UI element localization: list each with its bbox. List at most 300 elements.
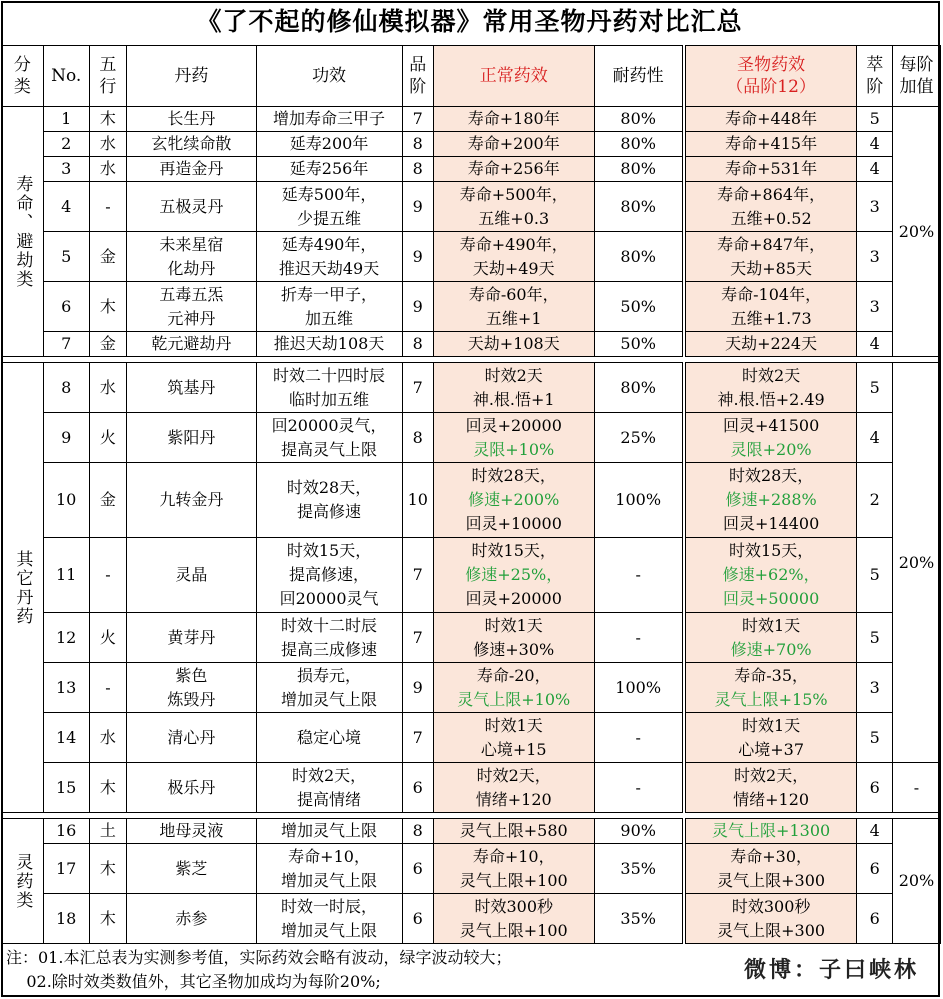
normal-effect-cell xyxy=(433,413,594,463)
normal-effect-cell xyxy=(433,107,594,132)
element-cell: 金 xyxy=(89,332,127,357)
holy-effect-line: 五维+1.73 xyxy=(730,308,812,328)
normal-effect-line: 时效15天， xyxy=(471,541,556,560)
normal-effect-cell xyxy=(433,132,594,157)
holy-effect-line: 时效2天， xyxy=(734,765,809,785)
holy-effect-cell xyxy=(684,182,857,232)
effect-cell xyxy=(256,613,402,663)
normal-effect-line: 寿命-60年， xyxy=(468,284,559,304)
holy-effect-cell xyxy=(684,463,857,538)
element-cell: 木 xyxy=(89,763,127,813)
table-row xyxy=(2,332,941,357)
refine-cell: 5 xyxy=(857,538,892,613)
normal-effect-line: 时效1天 xyxy=(484,615,543,635)
pill-name-line: 炼毁丹 xyxy=(167,689,216,709)
page-title: 《了不起的修仙模拟器》常用圣物丹药对比汇总 xyxy=(196,7,743,36)
normal-effect-line: 时效2天 xyxy=(484,365,543,385)
normal-effect-line: 寿命+10， xyxy=(472,846,555,866)
pill-name-line: 九转金丹 xyxy=(159,490,224,509)
holy-effect-line: 寿命+864年， xyxy=(717,184,826,204)
pill-name-cell xyxy=(127,894,256,944)
element-cell: 金 xyxy=(89,232,127,282)
holy-effect-line: 时效1天 xyxy=(742,615,801,635)
effect-cell xyxy=(256,107,402,132)
effect-cell xyxy=(256,819,402,844)
pill-name-cell xyxy=(127,107,256,132)
holy-effect-line: 时效28天， xyxy=(728,466,814,485)
tolerance-cell: 25% xyxy=(594,413,684,463)
tolerance-cell: 80% xyxy=(594,232,684,282)
element-cell: - xyxy=(89,538,127,613)
refine-cell: 5 xyxy=(857,613,892,663)
no-cell: 14 xyxy=(43,713,89,763)
refine-cell: 5 xyxy=(857,713,892,763)
header-effect-label: 功效 xyxy=(312,66,347,86)
header-normal: 正常药效 xyxy=(433,46,594,107)
refine-cell: 6 xyxy=(857,844,892,894)
normal-effect-line: 五维+1 xyxy=(485,308,542,328)
element-cell: 木 xyxy=(89,894,127,944)
effect-cell xyxy=(256,157,402,182)
holy-effect-line: 情绪+120 xyxy=(733,789,810,809)
normal-effect-line: 修速+25%， xyxy=(465,565,563,584)
pill-name-line: 黄芽丹 xyxy=(167,627,216,647)
refine-cell: 3 xyxy=(857,232,892,282)
element-cell: 火 xyxy=(89,413,127,463)
refine-cell: 4 xyxy=(857,413,892,463)
refine-cell: 3 xyxy=(857,282,892,332)
normal-effect-line: 五维+0.3 xyxy=(478,208,550,228)
effect-line: 提高修速， xyxy=(289,565,370,584)
effect-cell xyxy=(256,894,402,944)
no-cell: 1 xyxy=(43,107,89,132)
header-per-level-label: 每阶加值 xyxy=(899,55,934,97)
category-cell xyxy=(2,107,44,357)
no-cell: 10 xyxy=(43,463,89,538)
table-row xyxy=(2,713,941,763)
table-row xyxy=(2,613,941,663)
pill-name-line: 地母灵液 xyxy=(159,821,224,840)
normal-effect-cell xyxy=(433,182,594,232)
normal-effect-cell xyxy=(433,363,594,413)
holy-effect-cell xyxy=(684,713,857,763)
element-cell: 木 xyxy=(89,107,127,132)
effect-cell xyxy=(256,663,402,713)
effect-cell xyxy=(256,413,402,463)
effect-line: 折寿一甲子， xyxy=(281,284,378,304)
tolerance-cell: - xyxy=(594,613,684,663)
grade-cell: 6 xyxy=(402,763,433,813)
pill-name-line: 五极灵丹 xyxy=(159,196,224,216)
effect-cell xyxy=(256,182,402,232)
pill-name-line: 赤参 xyxy=(175,908,208,928)
grade-cell: 8 xyxy=(402,819,433,844)
holy-effect-line: 修速+62%， xyxy=(722,565,820,584)
holy-effect-line: 神.根.悟+2.49 xyxy=(717,389,825,409)
pill-name-cell xyxy=(127,232,256,282)
table-row xyxy=(2,463,941,538)
effect-cell xyxy=(256,282,402,332)
effect-line: 时效2天， xyxy=(291,765,367,785)
effect-line: 增加灵气上限 xyxy=(281,821,378,840)
tolerance-cell: - xyxy=(594,538,684,613)
holy-effect-cell xyxy=(684,413,857,463)
effect-line: 增加灵气上限 xyxy=(281,689,378,709)
holy-effect-line: 时效15天， xyxy=(728,541,814,560)
effect-cell xyxy=(256,713,402,763)
grade-cell: 10 xyxy=(402,463,433,538)
header-refine-label: 萃阶 xyxy=(866,55,884,97)
pill-name-line: 未来星宿 xyxy=(159,234,224,254)
effect-line: 损寿元， xyxy=(297,665,362,685)
effect-line: 延寿500年， xyxy=(281,184,377,204)
effect-line: 提高三成修速 xyxy=(281,639,378,659)
holy-effect-line: 灵限+20% xyxy=(730,439,812,459)
holy-effect-line: 寿命+30， xyxy=(730,846,813,866)
pill-name-line: 五毒五炁 xyxy=(159,284,224,304)
effect-line: 延寿256年 xyxy=(289,159,369,178)
header-holy xyxy=(684,46,857,107)
pill-name-cell xyxy=(127,157,256,182)
no-cell: 9 xyxy=(43,413,89,463)
holy-effect-cell xyxy=(684,844,857,894)
holy-effect-line: 时效2天 xyxy=(742,365,801,385)
element-cell: 水 xyxy=(89,132,127,157)
normal-effect-line: 寿命+490年， xyxy=(459,234,568,254)
normal-effect-line: 灵气上限+100 xyxy=(459,920,568,940)
header-holy-line: 圣物药效 xyxy=(737,55,806,75)
pill-name-line: 化劫丹 xyxy=(167,258,216,278)
header-category-label: 分类 xyxy=(13,55,31,97)
table-row xyxy=(2,282,941,332)
normal-effect-line: 寿命+180年 xyxy=(467,109,560,128)
per-level-cell: - xyxy=(892,763,940,813)
normal-effect-line: 神.根.悟+1 xyxy=(472,389,555,409)
holy-effect-line: 修速+70% xyxy=(730,639,812,659)
holy-effect-cell xyxy=(684,107,857,132)
tolerance-cell: - xyxy=(594,713,684,763)
pill-name-line: 元神丹 xyxy=(167,308,216,328)
effect-line: 回20000灵气 xyxy=(279,589,379,608)
holy-effect-cell xyxy=(684,332,857,357)
holy-effect-line: 灵气上限+15% xyxy=(714,689,828,709)
effect-line: 时效15天， xyxy=(286,541,372,560)
grade-cell: 7 xyxy=(402,713,433,763)
header-element xyxy=(89,46,127,107)
refine-cell: 3 xyxy=(857,182,892,232)
holy-effect-line: 寿命+448年 xyxy=(725,109,818,128)
holy-effect-line: 寿命+531年 xyxy=(725,159,818,178)
grade-cell: 6 xyxy=(402,844,433,894)
normal-effect-line: 心境+15 xyxy=(480,739,547,759)
holy-effect-line: 灵气上限+1300 xyxy=(712,821,831,840)
table-row xyxy=(2,157,941,182)
effect-line: 时效二十四时辰 xyxy=(273,365,386,385)
tolerance-cell: - xyxy=(594,763,684,813)
holy-effect-cell xyxy=(684,819,857,844)
normal-effect-line: 时效1天 xyxy=(484,715,543,735)
effect-line: 延寿200年 xyxy=(289,134,369,153)
holy-effect-line: 寿命-104年， xyxy=(721,284,822,304)
normal-effect-cell xyxy=(433,463,594,538)
grade-cell: 8 xyxy=(402,413,433,463)
effect-line: 回20000灵气， xyxy=(271,415,387,435)
normal-effect-cell xyxy=(433,232,594,282)
normal-effect-line: 回灵+20000 xyxy=(465,589,562,608)
table-row xyxy=(2,182,941,232)
no-cell: 15 xyxy=(43,763,89,813)
pill-name-cell xyxy=(127,663,256,713)
refine-cell: 2 xyxy=(857,463,892,538)
normal-effect-line: 时效2天， xyxy=(476,765,551,785)
tolerance-cell: 80% xyxy=(594,132,684,157)
header-per-level xyxy=(892,46,940,107)
tolerance-cell: 100% xyxy=(594,463,684,538)
normal-effect-cell xyxy=(433,157,594,182)
holy-effect-cell xyxy=(684,763,857,813)
refine-cell: 5 xyxy=(857,107,892,132)
holy-effect-line: 回灵+41500 xyxy=(722,415,820,435)
effect-line: 增加寿命三甲子 xyxy=(273,109,386,128)
normal-effect-cell xyxy=(433,282,594,332)
holy-effect-line: 寿命+415年 xyxy=(725,134,818,153)
table-row xyxy=(2,132,941,157)
no-cell: 7 xyxy=(43,332,89,357)
holy-effect-cell xyxy=(684,363,857,413)
pill-name-cell xyxy=(127,463,256,538)
tolerance-cell: 35% xyxy=(594,894,684,944)
no-cell: 8 xyxy=(43,363,89,413)
pill-name-cell xyxy=(127,763,256,813)
table-row xyxy=(2,538,941,613)
no-cell: 4 xyxy=(43,182,89,232)
no-cell: 13 xyxy=(43,663,89,713)
pill-name-cell xyxy=(127,613,256,663)
no-cell: 6 xyxy=(43,282,89,332)
normal-effect-line: 天劫+49天 xyxy=(472,258,555,278)
normal-effect-line: 天劫+108天 xyxy=(467,334,560,353)
refine-cell: 3 xyxy=(857,663,892,713)
pill-name-line: 乾元避劫丹 xyxy=(151,334,232,353)
holy-effect-cell xyxy=(684,157,857,182)
table-row xyxy=(2,232,941,282)
header-holy-line: （品阶12） xyxy=(726,77,816,97)
no-cell: 2 xyxy=(43,132,89,157)
holy-effect-line: 回灵+50000 xyxy=(722,589,820,608)
normal-effect-line: 寿命+256年 xyxy=(467,159,560,178)
refine-cell: 6 xyxy=(857,763,892,813)
holy-effect-line: 灵气上限+300 xyxy=(717,870,826,890)
tolerance-cell: 50% xyxy=(594,332,684,357)
refine-cell: 4 xyxy=(857,819,892,844)
grade-cell: 9 xyxy=(402,282,433,332)
normal-effect-line: 寿命+500年， xyxy=(459,184,568,204)
normal-effect-cell xyxy=(433,763,594,813)
watermark: 微博：子曰峡林 xyxy=(743,957,919,983)
normal-effect-cell xyxy=(433,844,594,894)
pill-name-cell xyxy=(127,332,256,357)
pill-name-line: 筑基丹 xyxy=(167,377,216,397)
effect-cell xyxy=(256,363,402,413)
effect-line: 寿命+10， xyxy=(288,846,370,866)
effect-line: 提高情绪 xyxy=(297,789,362,809)
pill-name-line: 紫色 xyxy=(175,665,208,685)
holy-effect-cell xyxy=(684,894,857,944)
normal-effect-line: 修速+200% xyxy=(468,490,560,509)
header-pill-label: 丹药 xyxy=(174,66,209,86)
effect-line: 临时加五维 xyxy=(289,389,370,409)
header-element-label: 五行 xyxy=(99,55,117,97)
grade-cell: 6 xyxy=(402,894,433,944)
no-cell: 5 xyxy=(43,232,89,282)
pill-name-line: 紫阳丹 xyxy=(167,427,216,447)
tolerance-cell: 50% xyxy=(594,282,684,332)
effect-cell xyxy=(256,844,402,894)
effect-cell xyxy=(256,763,402,813)
tolerance-cell: 90% xyxy=(594,819,684,844)
category-label: 其它丹药 xyxy=(12,549,33,626)
normal-effect-line: 时效300秒 xyxy=(474,896,553,916)
effect-line: 时效一时辰， xyxy=(281,896,378,916)
pill-name-line: 玄牝续命散 xyxy=(151,134,232,153)
normal-effect-line: 修速+30% xyxy=(473,639,555,659)
holy-effect-line: 回灵+14400 xyxy=(722,514,820,533)
pill-name-cell xyxy=(127,182,256,232)
table-row xyxy=(2,663,941,713)
element-cell: 水 xyxy=(89,713,127,763)
grade-cell: 7 xyxy=(402,363,433,413)
pill-name-cell xyxy=(127,413,256,463)
holy-effect-line: 修速+288% xyxy=(725,490,817,509)
pill-name-line: 再造金丹 xyxy=(159,159,224,178)
header-grade-label: 品阶 xyxy=(409,55,427,97)
normal-effect-line: 灵限+10% xyxy=(473,439,555,459)
notes xyxy=(6,946,511,994)
normal-effect-line: 回灵+10000 xyxy=(465,514,562,533)
table-row xyxy=(2,763,941,813)
holy-effect-line: 寿命+847年， xyxy=(717,234,826,254)
pill-name-line: 灵晶 xyxy=(175,565,208,584)
grade-cell: 8 xyxy=(402,132,433,157)
header-pill xyxy=(127,46,256,107)
no-cell: 17 xyxy=(43,844,89,894)
grade-cell: 8 xyxy=(402,332,433,357)
normal-effect-cell xyxy=(433,538,594,613)
category-cell xyxy=(2,363,44,813)
effect-cell xyxy=(256,132,402,157)
tolerance-cell: 35% xyxy=(594,844,684,894)
element-cell: - xyxy=(89,663,127,713)
holy-effect-line: 时效1天 xyxy=(742,715,801,735)
holy-effect-cell xyxy=(684,613,857,663)
header-no xyxy=(43,46,89,107)
pill-name-cell xyxy=(127,713,256,763)
per-level-cell: 20% xyxy=(892,107,940,357)
grade-cell: 8 xyxy=(402,157,433,182)
normal-effect-cell xyxy=(433,613,594,663)
holy-effect-line: 时效300秒 xyxy=(731,896,811,916)
normal-effect-cell xyxy=(433,713,594,763)
effect-cell xyxy=(256,538,402,613)
refine-cell: 6 xyxy=(857,894,892,944)
pill-name-cell xyxy=(127,844,256,894)
effect-cell xyxy=(256,463,402,538)
holy-effect-cell xyxy=(684,663,857,713)
element-cell: 火 xyxy=(89,613,127,663)
header-no-label: No. xyxy=(51,66,82,86)
effect-line: 提高修速 xyxy=(297,502,362,521)
no-cell: 18 xyxy=(43,894,89,944)
holy-effect-line: 心境+37 xyxy=(738,739,805,759)
effect-line: 时效十二时辰 xyxy=(281,615,378,635)
holy-effect-cell xyxy=(684,232,857,282)
effect-line: 时效28天， xyxy=(286,478,372,497)
header-category xyxy=(2,46,44,107)
table-row xyxy=(2,413,941,463)
normal-effect-cell xyxy=(433,819,594,844)
no-cell: 16 xyxy=(43,819,89,844)
note-line-1: 注：01.本汇总表为实测参考值，实际药效会略有波动，绿字波动较大； xyxy=(6,948,512,967)
pill-name-cell xyxy=(127,132,256,157)
element-cell: 金 xyxy=(89,463,127,538)
pill-name-line: 清心丹 xyxy=(167,727,216,747)
effect-cell xyxy=(256,332,402,357)
per-level-cell: 20% xyxy=(892,363,940,763)
grade-cell: 9 xyxy=(402,182,433,232)
table-row xyxy=(2,363,941,413)
normal-effect-line: 灵气上限+100 xyxy=(459,870,568,890)
grade-cell: 7 xyxy=(402,538,433,613)
holy-effect-cell xyxy=(684,132,857,157)
holy-effect-cell xyxy=(684,282,857,332)
category-label: 寿命、避劫类 xyxy=(12,174,33,289)
refine-cell: 4 xyxy=(857,332,892,357)
element-cell: 水 xyxy=(89,363,127,413)
grade-cell: 7 xyxy=(402,613,433,663)
effect-line: 推迟天劫49天 xyxy=(278,258,380,278)
pill-name-cell xyxy=(127,538,256,613)
holy-effect-line: 天劫+85天 xyxy=(730,258,813,278)
header-tolerance: 耐药性 xyxy=(594,46,684,107)
effect-line: 加五维 xyxy=(305,308,354,328)
tolerance-cell: 100% xyxy=(594,663,684,713)
tolerance-cell: 80% xyxy=(594,107,684,132)
table-row xyxy=(2,844,941,894)
table-row xyxy=(2,894,941,944)
header-refine xyxy=(857,46,892,107)
grade-cell: 7 xyxy=(402,107,433,132)
grade-cell: 9 xyxy=(402,232,433,282)
holy-effect-line: 五维+0.52 xyxy=(730,208,812,228)
pill-name-line: 极乐丹 xyxy=(167,777,216,797)
holy-effect-line: 灵气上限+300 xyxy=(717,920,826,940)
effect-line: 稳定心境 xyxy=(297,727,362,747)
normal-effect-line: 情绪+120 xyxy=(475,789,552,809)
note-line-2: 02.除时效类数值外，其它圣物加成均为每阶20%; xyxy=(6,972,381,991)
grade-cell: 9 xyxy=(402,663,433,713)
per-level-cell: 20% xyxy=(892,819,940,944)
holy-effect-cell xyxy=(684,538,857,613)
element-cell: 木 xyxy=(89,282,127,332)
effect-line: 少提五维 xyxy=(297,208,362,228)
category-label: 灵药类 xyxy=(12,852,33,910)
element-cell: 水 xyxy=(89,157,127,182)
no-cell: 12 xyxy=(43,613,89,663)
normal-effect-cell xyxy=(433,663,594,713)
refine-cell: 4 xyxy=(857,157,892,182)
holy-effect-line: 天劫+224天 xyxy=(725,334,818,353)
effect-line: 延寿490年， xyxy=(281,234,377,254)
